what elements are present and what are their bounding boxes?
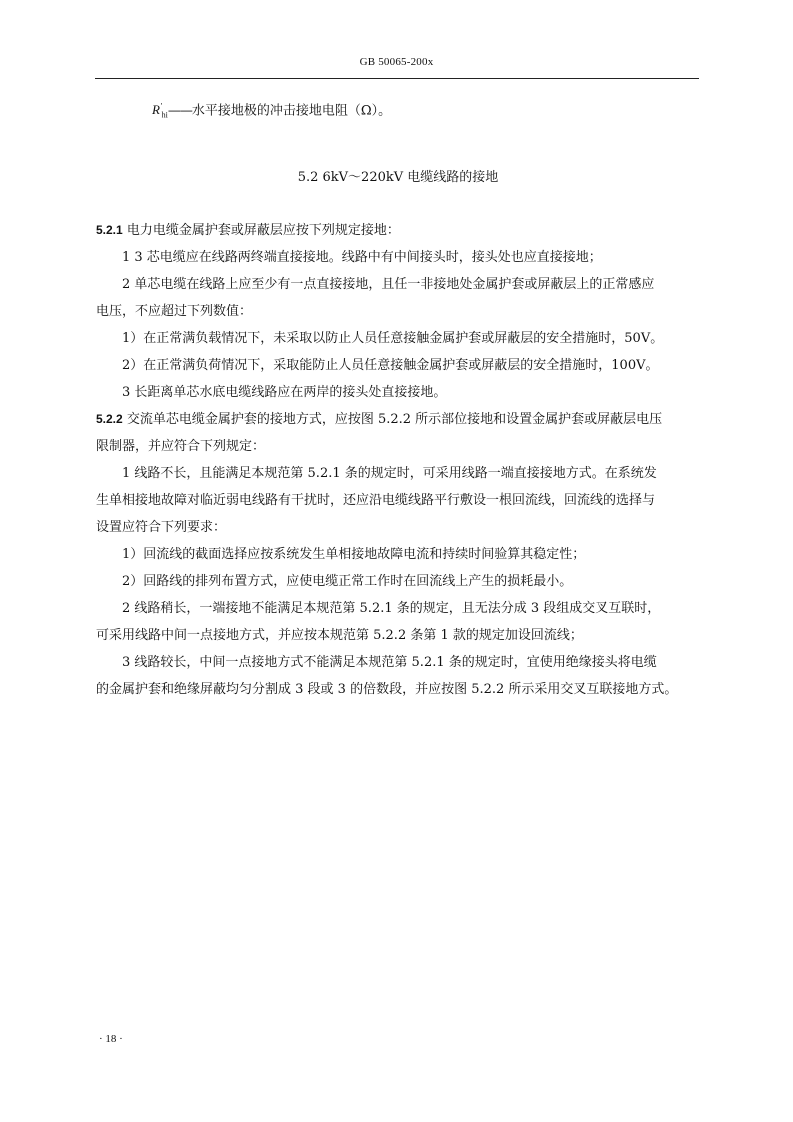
clause-number: 5.2.2	[96, 411, 123, 426]
clause-item-continued: 的金属护套和绝缘屏蔽均匀分割成 3 段或 3 的倍数段，并应按图 5.2.2 所示采用交叉互联接地方式。	[96, 681, 678, 697]
section-title: 5.2 6kV～220kV 电缆线路的接地	[297, 169, 499, 185]
clause-5-2-2-heading	[96, 406, 700, 433]
clause-item: 3 线路较长，中间一点接地方式不能满足本规范第 5.2.1 条的规定时，宜使用绝缘接头将电缆	[122, 654, 657, 670]
clause-text: 电力电缆金属护套或屏蔽层应按下列规定接地：	[126, 222, 400, 238]
clause-item-continued: 生单相接地故障对临近弱电线路有干扰时，还应沿电缆线路平行敷设一根回流线，回流线的选择与	[96, 492, 656, 508]
header-rule	[95, 78, 699, 79]
symbol: $R'_{hi}$	[152, 102, 168, 120]
clause-subitem: 2）在正常满负荷情况下，采取能防止人员任意接触金属护套或屏蔽层的安全措施时，100V。	[122, 357, 659, 373]
clause-item-continued: 电压，不应超过下列数值：	[96, 303, 253, 319]
clause-item-continued: 可采用线路中间一点接地方式，并应按本规范第 5.2.2 条第 1 款的规定加设回流线；	[96, 627, 583, 643]
clause-item-continued: 设置应符合下列要求：	[96, 519, 227, 535]
page-number: · 18 ·	[99, 1033, 123, 1045]
clause-subitem: 2）回路线的排列布置方式，应使电缆正常工作时在回流线上产生的损耗最小。	[122, 573, 573, 589]
clause-text: 交流单芯电缆金属护套的接地方式，应按图 5.2.2 所示部位接地和设置金属护套或屏蔽层电压	[126, 411, 663, 427]
clause-item: 3 长距离单芯水底电缆线路应在两岸的接头处直接接地。	[122, 384, 447, 400]
clause-item: 2 线路稍长，一端接地不能满足本规范第 5.2.1 条的规定，且无法分成 3 段组成交叉互联时，	[122, 600, 661, 616]
symbol-definition	[96, 93, 700, 129]
symbol-text: 水平接地极的冲击接地电阻（Ω）。	[191, 103, 392, 119]
page-header: GB 50065-200x	[359, 56, 434, 68]
page-content	[96, 93, 700, 703]
clause-text-continued: 限制器，并应符合下列规定：	[96, 438, 266, 454]
clause-5-2-1-heading	[96, 217, 700, 244]
clause-subitem: 1）在正常满负载情况下，未采取以防止人员任意接触金属护套或屏蔽层的安全措施时，50V。	[122, 330, 664, 346]
clause-subitem: 1）回流线的截面选择应按系统发生单相接地故障电流和持续时间验算其稳定性；	[122, 546, 586, 562]
clause-number: 5.2.1	[96, 222, 123, 237]
clause-item: 1 线路不长，且能满足本规范第 5.2.1 条的规定时，可采用线路一端直接接地方式。在系统发	[122, 465, 657, 481]
clause-item: 1 3 芯电缆应在线路两终端直接接地。线路中有中间接头时，接头处也应直接接地；	[122, 249, 602, 265]
symbol-dash: ——	[167, 103, 192, 119]
clause-item: 2 单芯电缆在线路上应至少有一点直接接地，且任一非接地处金属护套或屏蔽层上的正常感应	[122, 276, 655, 292]
